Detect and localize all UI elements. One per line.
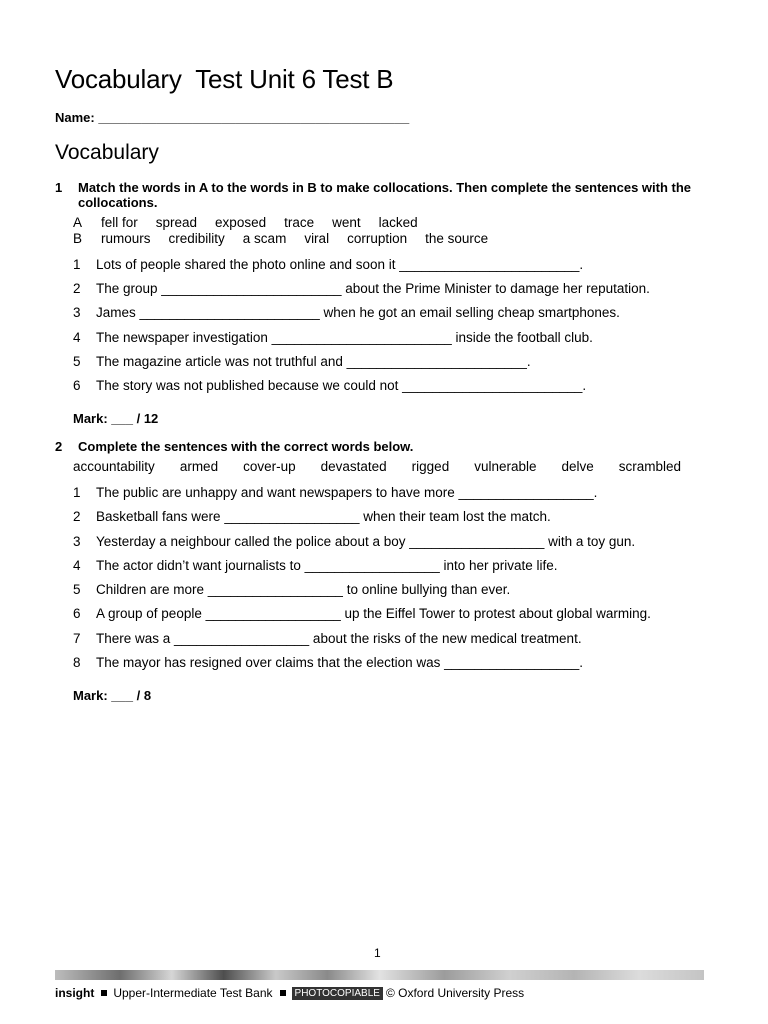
square-bullet-icon [101, 990, 107, 996]
row-a-word: trace [284, 215, 315, 230]
item-sentence: The story was not published because we could not ________________________. [96, 378, 587, 393]
footer-brand: insight [55, 986, 95, 1000]
item-number: 6 [73, 606, 81, 621]
question-1-number: 1 [55, 180, 63, 195]
question-1-instruction: Match the words in A to the words in B to make collocations. Then complete the sentences with the collocations. [78, 180, 692, 210]
item-sentence: The newspaper investigation ________________________ inside the football club. [96, 330, 593, 345]
q2-item [73, 485, 597, 500]
item-sentence: A group of people __________________ up the Eiffel Tower to protest about global warming. [96, 606, 651, 621]
item-sentence: The actor didn’t want journalists to __________________ into her private life. [96, 558, 558, 573]
word-row-a [73, 215, 436, 230]
item-sentence: The group ________________________ about the Prime Minister to damage her reputation. [96, 281, 650, 296]
row-b-word: the source [425, 231, 489, 246]
item-sentence: James ________________________ when he got an email selling cheap smartphones. [96, 305, 620, 320]
q2-item [73, 558, 558, 573]
q2-mark: Mark: ___ / 8 [73, 688, 152, 703]
name-field-line: Name: ___________________________________________ [55, 110, 410, 125]
page-title: Vocabulary Test Unit 6 Test B [55, 64, 394, 94]
question-2-instruction: Complete the sentences with the correct words below. [78, 439, 414, 454]
row-a-word: went [332, 215, 361, 230]
item-sentence: Basketball fans were __________________ when their team lost the match. [96, 509, 551, 524]
item-number: 3 [73, 305, 81, 320]
item-sentence: The mayor has resigned over claims that the election was __________________. [96, 655, 584, 670]
item-number: 5 [73, 582, 81, 597]
row-b-word: rumours [101, 231, 151, 246]
item-number: 4 [73, 558, 81, 573]
word-row-b [73, 231, 506, 246]
item-number: 4 [73, 330, 81, 345]
q1-item [73, 281, 650, 296]
row-a-word: lacked [378, 215, 418, 230]
q2-item [73, 534, 635, 549]
footer-publisher: © Oxford University Press [385, 986, 525, 1000]
item-sentence: The magazine article was not truthful and ________________________. [96, 354, 531, 369]
footer [55, 986, 524, 1000]
q1-item [73, 257, 583, 272]
item-number: 2 [73, 509, 81, 524]
question-2-number: 2 [55, 439, 63, 454]
word-box-item: delve [561, 459, 594, 474]
photocopiable-badge: PHOTOCOPIABLE [292, 987, 383, 1000]
item-sentence: There was a __________________ about the risks of the new medical treatment. [96, 631, 582, 646]
word-box-item: devastated [320, 459, 387, 474]
q2-item [73, 655, 583, 670]
q1-item [73, 378, 586, 393]
item-sentence: Lots of people shared the photo online and soon it ________________________. [96, 257, 584, 272]
row-a-word: spread [155, 215, 198, 230]
item-number: 1 [73, 257, 81, 272]
item-number: 3 [73, 534, 81, 549]
row-b-word: corruption [347, 231, 408, 246]
word-box-item: scrambled [618, 459, 682, 474]
q1-item [73, 305, 620, 320]
q2-item [73, 631, 582, 646]
square-bullet-icon [280, 990, 286, 996]
row-a-word: exposed [215, 215, 267, 230]
row-b-word: a scam [242, 231, 287, 246]
item-sentence: Children are more __________________ to online bullying than ever. [96, 582, 511, 597]
q1-item [73, 330, 593, 345]
row-a-word: fell for [101, 215, 138, 230]
section-title: Vocabulary [55, 141, 159, 164]
row-b-word: viral [304, 231, 330, 246]
footer-test-bank: Upper-Intermediate Test Bank [113, 986, 273, 1000]
q2-item [73, 582, 510, 597]
item-number: 7 [73, 631, 81, 646]
q1-item [73, 354, 531, 369]
q1-mark: Mark: ___ / 12 [73, 411, 159, 426]
item-sentence: Yesterday a neighbour called the police about a boy __________________ with a toy gun. [96, 534, 636, 549]
q2-item [73, 606, 651, 621]
word-box-item: armed [179, 459, 219, 474]
item-number: 5 [73, 354, 81, 369]
page-number: 1 [374, 946, 381, 960]
word-box-item: accountability [73, 459, 155, 474]
row-b-word: credibility [168, 231, 225, 246]
item-number: 8 [73, 655, 81, 670]
item-number: 1 [73, 485, 81, 500]
row-b-label: B [73, 231, 83, 246]
word-box-item: vulnerable [474, 459, 537, 474]
q2-item [73, 509, 551, 524]
word-box-item: cover-up [243, 459, 296, 474]
item-number: 6 [73, 378, 81, 393]
word-box [73, 459, 681, 474]
row-a-label: A [73, 215, 83, 230]
footer-photo-band [55, 970, 704, 980]
word-box-item: rigged [411, 459, 450, 474]
item-number: 2 [73, 281, 81, 296]
item-sentence: The public are unhappy and want newspapers to have more __________________. [96, 485, 598, 500]
